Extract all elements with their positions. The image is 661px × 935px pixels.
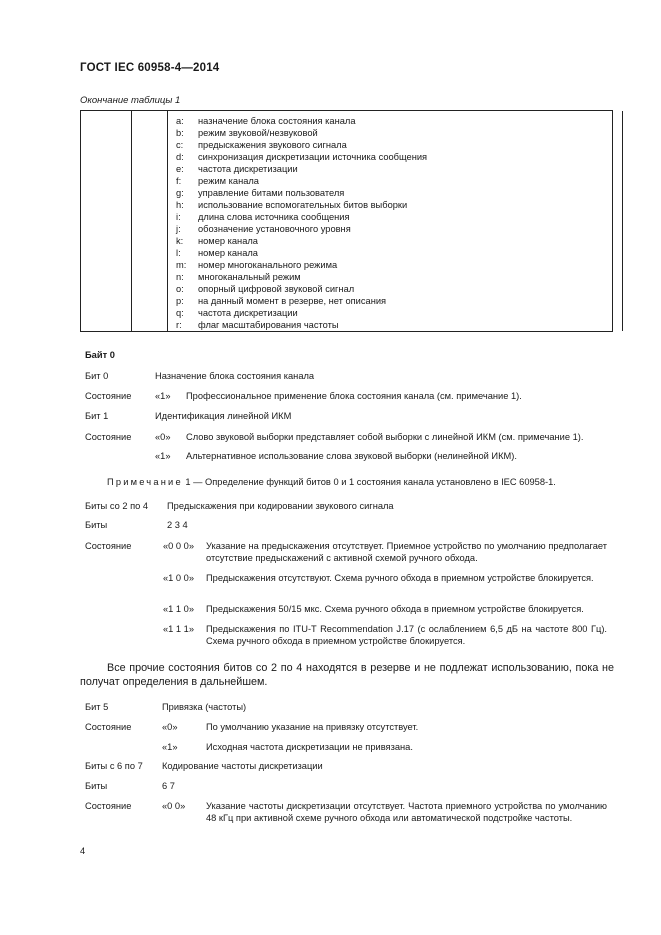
state-label: Состояние xyxy=(85,432,132,442)
bits-label: Биты xyxy=(85,520,108,530)
legend-value: обозначение установочного уровня xyxy=(198,224,351,234)
legend-value: частота дискретизации xyxy=(198,164,298,174)
bits67-label: Биты с 6 по 7 xyxy=(85,761,143,771)
legend-value: управление битами пользователя xyxy=(198,188,345,198)
state-text: Предыскажения отсутствуют. Схема ручного обхода в приемном устройстве блокируется. xyxy=(206,573,594,583)
legend-key: h: xyxy=(176,200,184,210)
page-number: 4 xyxy=(80,846,86,856)
state-code: «1» xyxy=(155,391,171,401)
state-label: Состояние xyxy=(85,722,132,732)
legend-key: k: xyxy=(176,236,184,246)
table-column-divider xyxy=(131,111,132,331)
state-text: Альтернативное использование слова звуковой выборки (нелинейной ИКМ). xyxy=(186,451,517,461)
state-code: «0 0» xyxy=(162,801,186,811)
state-code: «1» xyxy=(155,451,171,461)
legend-key: g: xyxy=(176,188,184,198)
table-column-divider xyxy=(167,111,168,331)
state-label: Состояние xyxy=(85,801,132,811)
legend-value: режим звуковой/незвуковой xyxy=(198,128,318,138)
legend-key: l: xyxy=(176,248,181,258)
legend-value: синхронизация дискретизации источника сообщения xyxy=(198,152,428,162)
legend-key: d: xyxy=(176,152,184,162)
state-code: «1 0 0» xyxy=(163,573,195,583)
legend-value: флаг масштабирования частоты xyxy=(198,320,339,330)
legend-value: частота дискретизации xyxy=(198,308,298,318)
table-caption: Окончание таблицы 1 xyxy=(80,95,181,106)
legend-key: p: xyxy=(176,296,184,306)
legend-value: использование вспомогательных битов выборки xyxy=(198,200,408,210)
state-text: Предыскажения по ITU-T Recommendation J.17 (с ослаблением 6,5 дБ на частоте 800 Гц). Схема ручного обхода в приемном устройстве блокируется. xyxy=(206,624,607,646)
legend-value: многоканальный режим xyxy=(198,272,301,282)
state-code: «0» xyxy=(162,722,178,732)
state-code: «1 1 1» xyxy=(163,624,195,634)
legend-value: номер канала xyxy=(198,248,258,258)
state-text: Предыскажения 50/15 мкс. Схема ручного обхода в приемном устройстве блокируется. xyxy=(206,604,584,614)
legend-key: j: xyxy=(176,224,181,234)
bits-value: 2 3 4 xyxy=(167,520,188,530)
state-text: Профессиональное применение блока состояния канала (см. примечание 1). xyxy=(186,391,522,401)
bits67-desc: Кодирование частоты дискретизации xyxy=(162,761,323,771)
legend-value: на данный момент в резерве, нет описания xyxy=(198,296,387,306)
note xyxy=(107,476,556,488)
legend-table xyxy=(80,110,613,332)
legend-key: c: xyxy=(176,140,184,150)
legend-key: r: xyxy=(176,320,182,330)
state-text: Указание на предыскажения отсутствует. Приемное устройство по умолчанию предполагает отсутствие предыскажений с активной схемой ручного обхода. xyxy=(206,541,607,563)
bit1-label: Бит 1 xyxy=(85,411,109,421)
legend-key: a: xyxy=(176,116,184,126)
state-text: Исходная частота дискретизации не привязана. xyxy=(206,742,413,752)
legend-value: режим канала xyxy=(198,176,259,186)
bits-value: 6 7 xyxy=(162,781,175,791)
document-header: ГОСТ IEC 60958-4—2014 xyxy=(80,62,220,74)
legend-key: b: xyxy=(176,128,184,138)
legend-value: длина слова источника сообщения xyxy=(198,212,350,222)
bit0-desc: Назначение блока состояния канала xyxy=(155,371,315,381)
bit5-desc: Привязка (частоты) xyxy=(162,702,247,712)
bit0-label: Бит 0 xyxy=(85,371,109,381)
legend-value: опорный цифровой звуковой сигнал xyxy=(198,284,355,294)
reserve-paragraph: Все прочие состояния битов со 2 по 4 находятся в резерве и не подлежат использованию, пока не получат определения в дальнейшем. xyxy=(80,662,614,688)
legend-value: номер канала xyxy=(198,236,258,246)
state-code: «1 1 0» xyxy=(163,604,195,614)
legend-key: q: xyxy=(176,308,184,318)
state-label: Состояние xyxy=(85,391,132,401)
note-title: Примечание xyxy=(107,477,183,487)
legend-value: номер многоканального режима xyxy=(198,260,338,270)
bit5-label: Бит 5 xyxy=(85,702,109,712)
legend-value: назначение блока состояния канала xyxy=(198,116,356,126)
state-code: «1» xyxy=(162,742,178,752)
legend-key: f: xyxy=(176,176,182,186)
state-text: Слово звуковой выборки представляет собой выборки с линейной ИКМ (см. примечание 1). xyxy=(186,432,584,442)
table-column-divider xyxy=(622,111,623,331)
legend-key: o: xyxy=(176,284,184,294)
state-label: Состояние xyxy=(85,541,132,551)
legend-key: e: xyxy=(176,164,184,174)
state-text: Указание частоты дискретизации отсутствует. Частота приемного устройства по умолчанию 48 кГц при активной схеме ручного обхода или автоматической подстройке частоты. xyxy=(206,801,607,823)
bits-label: Биты xyxy=(85,781,108,791)
state-code: «0» xyxy=(155,432,171,442)
state-text: По умолчанию указание на привязку отсутствует. xyxy=(206,722,419,732)
note-text: 1 — Определение функций битов 0 и 1 состояния канала установлено в IEC 60958-1. xyxy=(185,477,556,487)
bit1-desc: Идентификация линейной ИКМ xyxy=(155,411,292,421)
bits24-desc: Предыскажения при кодировании звукового сигнала xyxy=(167,501,394,511)
legend-key: m: xyxy=(176,260,187,270)
bits24-label: Биты со 2 по 4 xyxy=(85,501,149,511)
legend-key: i: xyxy=(176,212,181,222)
legend-value: предыскажения звукового сигнала xyxy=(198,140,347,150)
legend-key: n: xyxy=(176,272,184,282)
state-code: «0 0 0» xyxy=(163,541,195,551)
byte0-title: Байт 0 xyxy=(85,350,115,360)
